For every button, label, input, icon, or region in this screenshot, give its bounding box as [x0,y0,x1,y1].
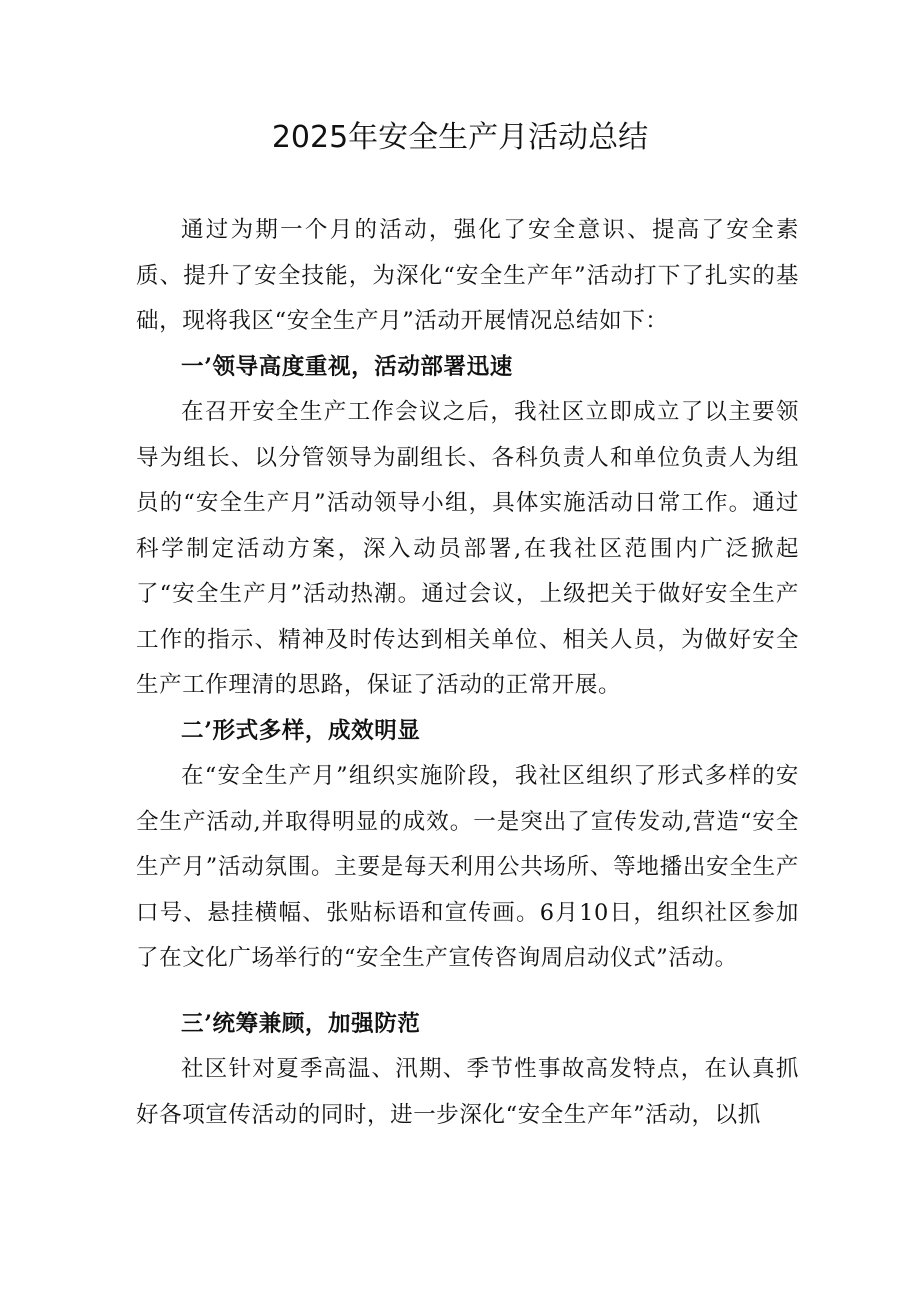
document-body [136,208,799,1138]
intro-paragraph: 通过为期一个月的活动，强化了安全意识、提高了安全素质、提升了安全技能，为深化“安全生产年”活动打下了扎实的基础，现将我区“安全生产月”活动开展情况总结如下： [136,217,799,334]
document-title: 2025年安全生产月活动总结 [271,120,649,155]
section-3-heading: 三’统筹兼顾，加强防范 [181,1010,421,1037]
section-2-heading: 二’形式多样，成效明显 [181,717,421,744]
section-1-paragraph: 在召开安全生产工作会议之后，我社区立即成立了以主要领导为组长、以分管领导为副组长、各科负责人和单位负责人为组员的“安全生产月”活动领导小组，具体实施活动日常工作。通过科学制定活动方案，深入动员部署,在我社区范围内广泛掀起了“安全生产月”活动热潮。通过会议，上级把关于做好安全生产工作的指示、精神及时传达到相关单位、相关人员，为做好安全生产工作理清的思路，保证了活动的正常开展。 [136,399,799,698]
section-1-heading: 一’领导高度重视，活动部署迅速 [181,353,513,380]
section-2-paragraph: 在“安全生产月”组织实施阶段，我社区组织了形式多样的安全生产活动,并取得明显的成效。一是突出了宣传发动,营造“安全生产月”活动氛围。主要是每天利用公共场所、等地播出安全生产口号、悬挂横幅、张贴标语和宣传画。6月10日，组织社区参加了在文化广场举行的“安全生产宣传咨询周启动仪式”活动。 [136,763,799,971]
section-spacer [136,982,799,1002]
section-3-paragraph: 社区针对夏季高温、汛期、季节性事故高发特点，在认真抓好各项宣传活动的同时，进一步深化“安全生产年”活动，以抓 [136,1056,799,1128]
